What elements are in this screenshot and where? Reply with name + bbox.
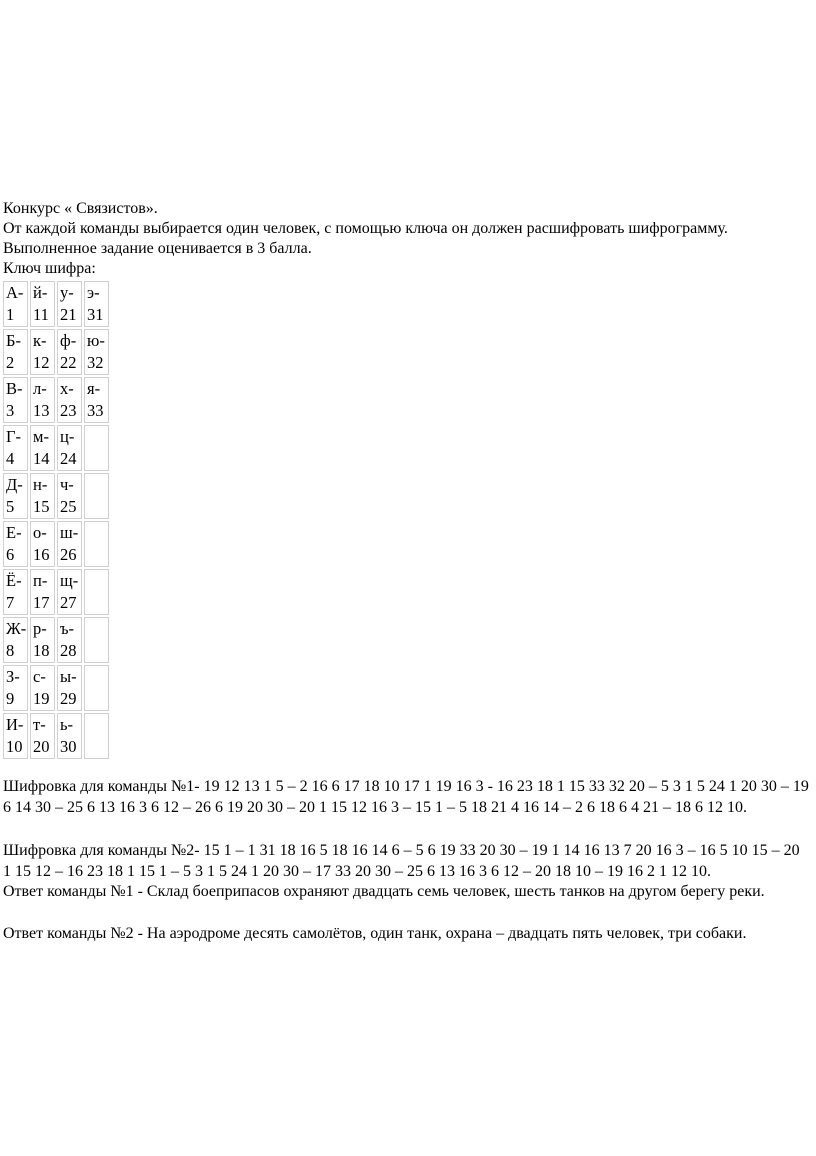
key-row <box>3 713 109 759</box>
key-number: 1 <box>6 305 15 324</box>
key-letter: с- <box>33 667 46 686</box>
key-cell <box>3 569 28 615</box>
key-cell <box>57 521 82 567</box>
key-number: 4 <box>6 449 15 468</box>
key-letter: ъ- <box>60 619 75 638</box>
key-cell <box>30 281 55 327</box>
key-number: 32 <box>87 353 104 372</box>
intro-text-line-2: Выполненное задание оценивается в 3 балла. <box>3 240 312 257</box>
key-cell <box>3 713 28 759</box>
answer-team-1: Ответ команды №1 - Склад боеприпасов охраняют двадцать семь человек, шесть танков на другом берегу реки. <box>3 883 765 900</box>
key-letter: н- <box>33 475 48 494</box>
key-cell <box>3 281 28 327</box>
document-title: Конкурс « Связистов». <box>3 200 158 217</box>
key-number: 30 <box>60 737 77 756</box>
key-letter: я- <box>87 379 101 398</box>
key-letter: Г- <box>6 427 22 446</box>
key-number: 16 <box>33 545 50 564</box>
key-letter: х- <box>60 379 74 398</box>
key-number: 3 <box>6 401 15 420</box>
key-number: 14 <box>33 449 50 468</box>
key-number: 2 <box>6 353 15 372</box>
key-letter: В- <box>6 379 23 398</box>
key-cell <box>30 713 55 759</box>
key-letter: т- <box>33 715 46 734</box>
key-letter: А- <box>6 283 24 302</box>
key-cell <box>57 377 82 423</box>
key-cell <box>30 377 55 423</box>
key-number: 21 <box>60 305 77 324</box>
key-letter: Б- <box>6 331 21 350</box>
key-letter: Ж- <box>6 619 27 638</box>
key-row <box>3 521 109 567</box>
key-number: 8 <box>6 641 15 660</box>
cipher-team-2: Шифровка для команды №2- 15 1 – 1 31 18 16 5 18 16 14 6 – 5 6 19 33 20 30 – 19 1 14 16 13 7 20 16 3 – 16 5 10 15 – 20 1 15 12 – 16 23 18 1 15 1 – 5 3 1 5 24 1 20 30 – 17 33 20 30 – 25 6 13 16 3 6 12 – 20 18 10 – 19 16 2 1 12 10. <box>3 842 800 880</box>
key-row <box>3 377 109 423</box>
key-cell <box>84 281 109 327</box>
key-row <box>3 425 109 471</box>
key-cell <box>57 713 82 759</box>
intro-text-line-1: От каждой команды выбирается один человек, с помощью ключа он должен расшифровать шифрограмму. <box>3 220 728 237</box>
key-cell <box>3 329 28 375</box>
key-number: 29 <box>60 689 77 708</box>
key-letter: о- <box>33 523 47 542</box>
key-cell <box>30 329 55 375</box>
key-letter: ф- <box>60 331 77 350</box>
key-number: 22 <box>60 353 77 372</box>
key-number: 12 <box>33 353 50 372</box>
key-letter: Е- <box>6 523 22 542</box>
key-number: 15 <box>33 497 50 516</box>
key-cell <box>3 665 28 711</box>
key-letter: Ё- <box>6 571 22 590</box>
key-letter: р- <box>33 619 47 638</box>
key-number: 11 <box>33 305 49 324</box>
answer-team-2: Ответ команды №2 - На аэродроме десять самолётов, один танк, охрана – двадцать пять человек, три собаки. <box>3 925 747 942</box>
key-cell <box>84 665 109 711</box>
key-cell <box>3 377 28 423</box>
key-number: 26 <box>60 545 77 564</box>
key-cell <box>57 617 82 663</box>
key-cell <box>30 617 55 663</box>
key-row <box>3 569 109 615</box>
key-number: 24 <box>60 449 77 468</box>
key-letter: ц- <box>60 427 75 446</box>
key-cell <box>84 617 109 663</box>
key-cell <box>57 473 82 519</box>
key-number: 18 <box>33 641 50 660</box>
key-number: 9 <box>6 689 15 708</box>
key-cell <box>57 665 82 711</box>
key-row <box>3 617 109 663</box>
key-number: 27 <box>60 593 77 612</box>
key-cell <box>30 473 55 519</box>
key-cell <box>30 425 55 471</box>
key-cell <box>30 521 55 567</box>
key-number: 33 <box>87 401 104 420</box>
key-cell <box>3 617 28 663</box>
cipher-key-table <box>1 279 111 761</box>
key-letter: ю- <box>87 331 105 350</box>
key-letter: л- <box>33 379 47 398</box>
key-label: Ключ шифра: <box>3 260 96 277</box>
key-letter: ш- <box>60 523 79 542</box>
key-cell <box>84 713 109 759</box>
key-cell <box>84 521 109 567</box>
key-number: 23 <box>60 401 77 420</box>
key-letter: п- <box>33 571 48 590</box>
key-cell <box>57 569 82 615</box>
key-letter: И- <box>6 715 24 734</box>
key-letter: к- <box>33 331 47 350</box>
key-letter: м- <box>33 427 49 446</box>
key-number: 6 <box>6 545 15 564</box>
cipher-team-1: Шифровка для команды №1- 19 12 13 1 5 – 2 16 6 17 18 10 17 1 19 16 3 - 16 23 18 1 15 33 32 20 – 5 3 1 5 24 1 20 30 – 19 6 14 30 – 25 6 13 16 3 6 12 – 26 6 19 20 30 – 20 1 15 12 16 3 – 15 1 – 5 18 21 4 16 14 – 2 6 18 6 4 21 – 18 6 12 10. <box>3 778 809 816</box>
key-cell <box>3 425 28 471</box>
key-letter: й- <box>33 283 48 302</box>
key-letter: ч- <box>60 475 74 494</box>
key-letter: З- <box>6 667 20 686</box>
key-cell <box>30 569 55 615</box>
key-letter: ь- <box>60 715 74 734</box>
key-number: 19 <box>33 689 50 708</box>
key-number: 31 <box>87 305 104 324</box>
key-cell <box>57 281 82 327</box>
key-letter: Д- <box>6 475 23 494</box>
key-row <box>3 473 109 519</box>
key-number: 5 <box>6 497 15 516</box>
key-letter: ы- <box>60 667 77 686</box>
key-letter: щ- <box>60 571 79 590</box>
key-row <box>3 281 109 327</box>
key-number: 28 <box>60 641 77 660</box>
key-row <box>3 329 109 375</box>
key-number: 20 <box>33 737 50 756</box>
key-number: 10 <box>6 737 23 756</box>
key-number: 13 <box>33 401 50 420</box>
key-cell <box>84 473 109 519</box>
key-cell <box>84 569 109 615</box>
key-cell <box>57 425 82 471</box>
key-cell <box>30 665 55 711</box>
key-row <box>3 665 109 711</box>
key-cell <box>3 521 28 567</box>
key-letter: у- <box>60 283 74 302</box>
key-cell <box>84 425 109 471</box>
key-number: 25 <box>60 497 77 516</box>
key-cell <box>3 473 28 519</box>
key-cell <box>84 377 109 423</box>
key-cell <box>84 329 109 375</box>
key-letter: э- <box>87 283 100 302</box>
key-number: 7 <box>6 593 15 612</box>
key-cell <box>57 329 82 375</box>
key-number: 17 <box>33 593 50 612</box>
